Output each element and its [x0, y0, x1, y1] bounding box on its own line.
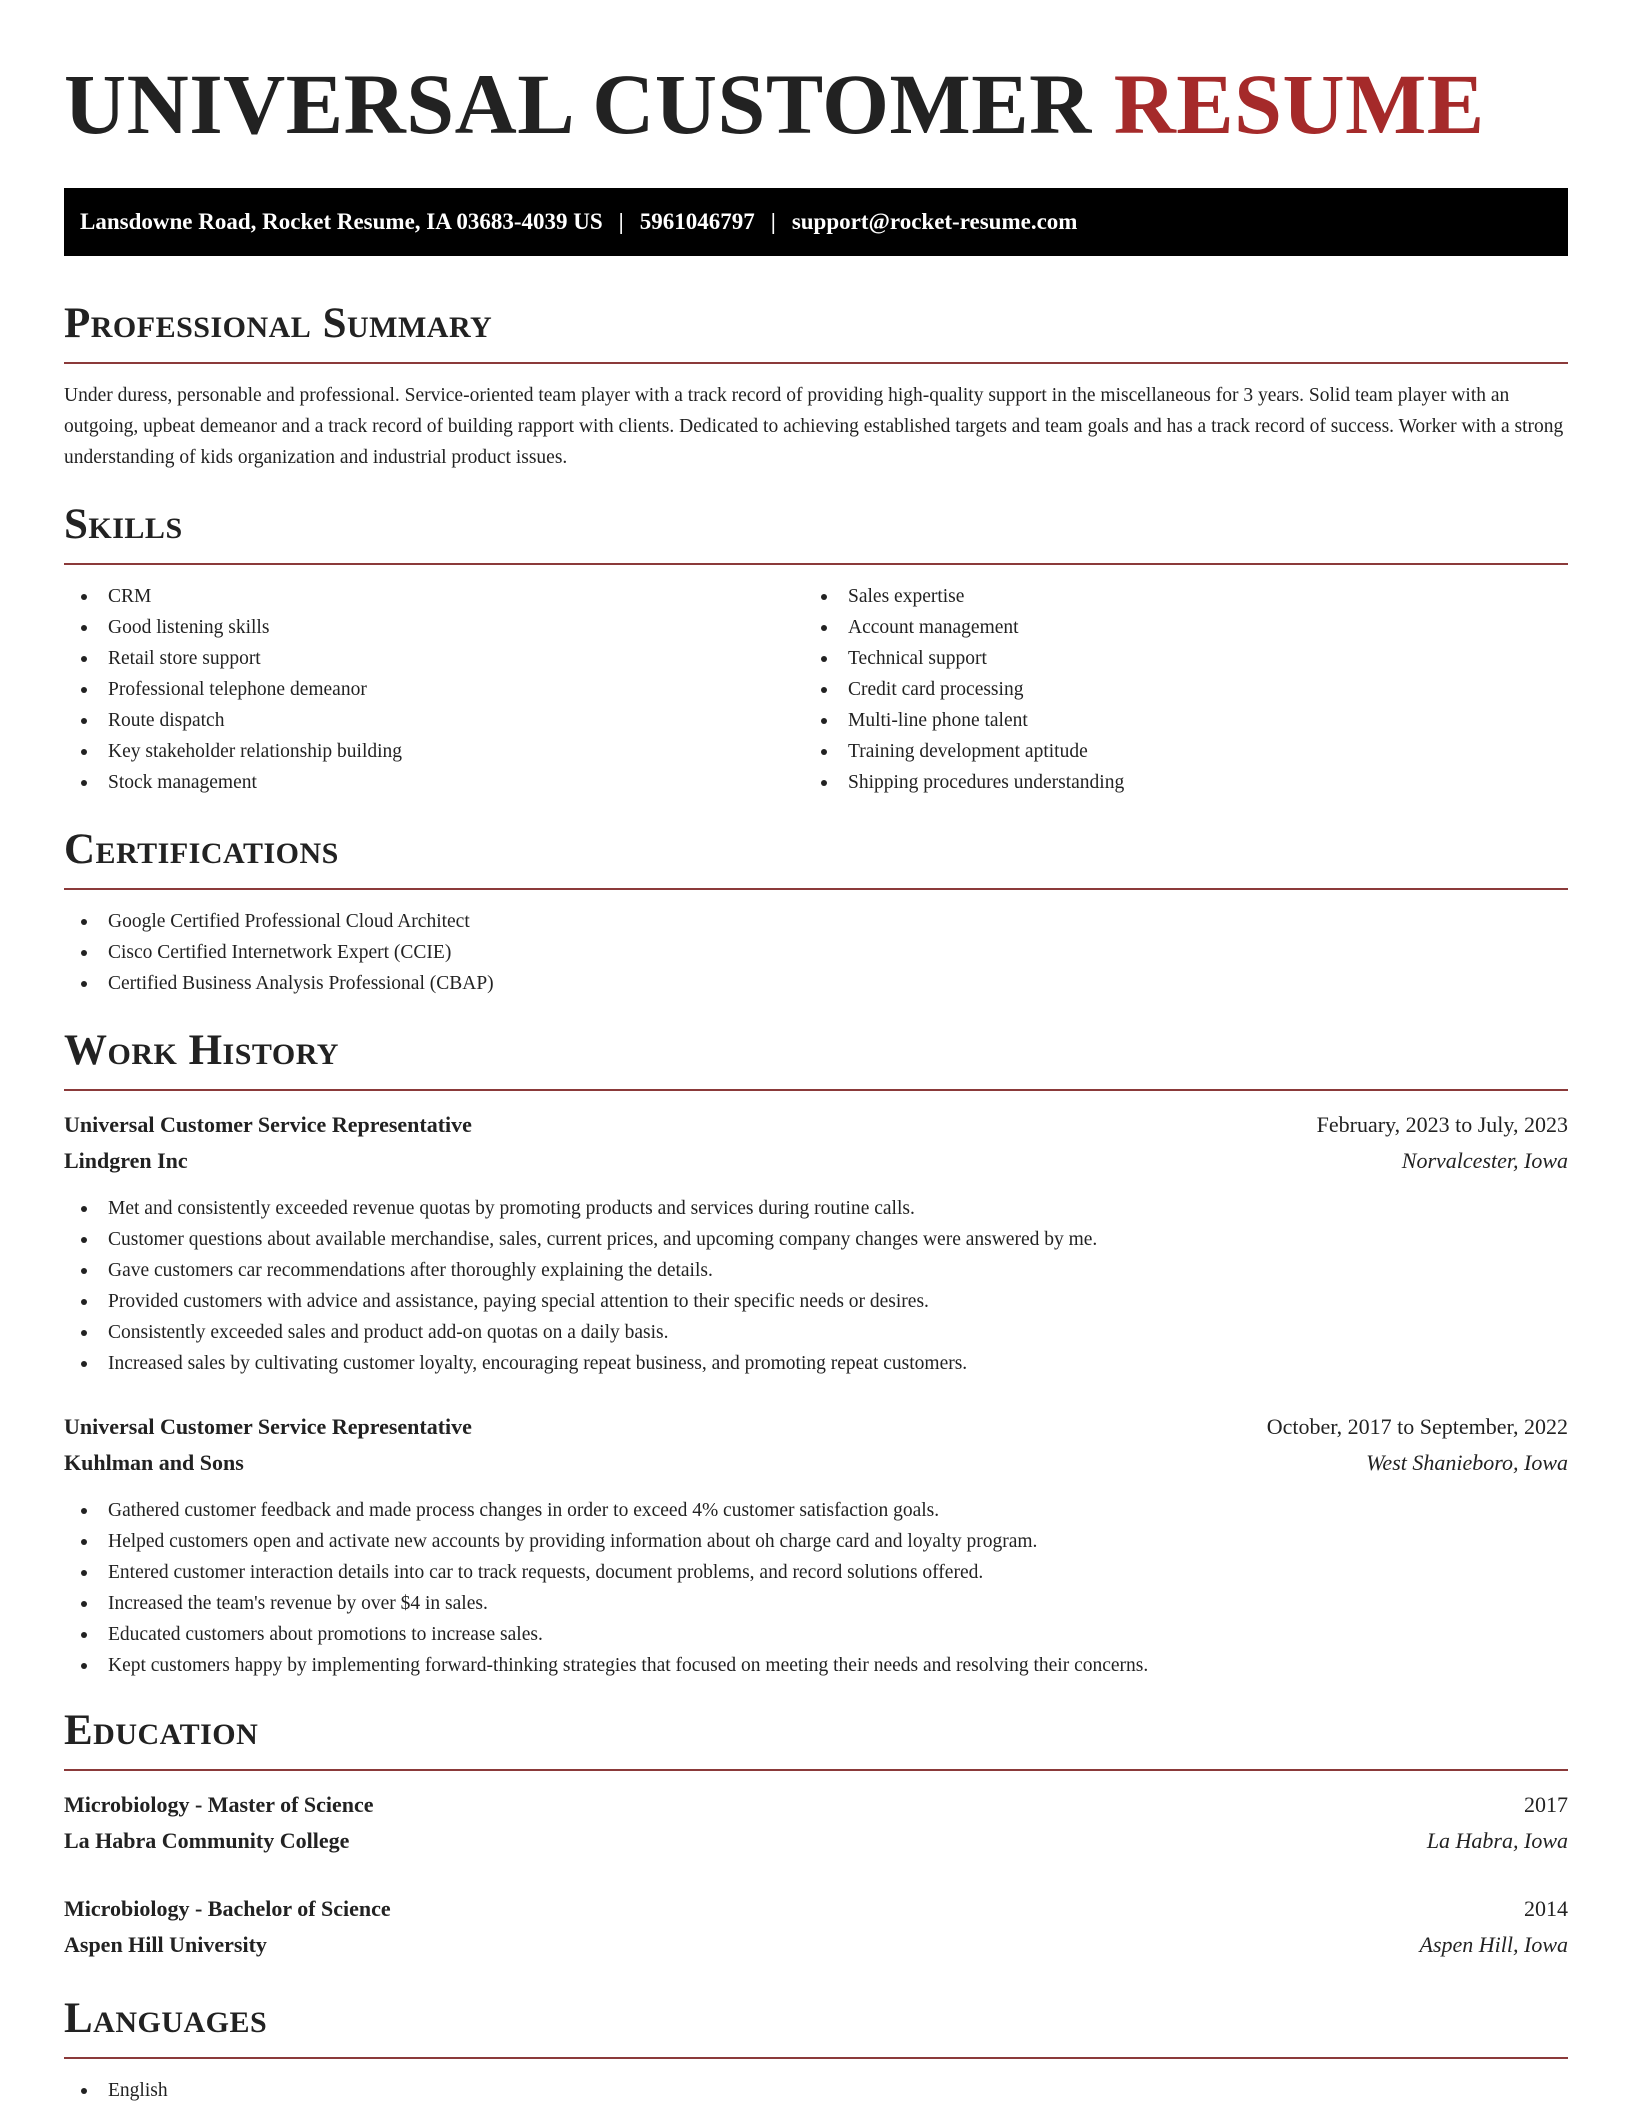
resume-title [64, 58, 1568, 150]
section-heading-work-history: Work History [64, 1027, 339, 1074]
certification-item: Google Certified Professional Cloud Architect [64, 906, 1568, 937]
job-title: Universal Customer Service Representative [64, 1112, 472, 1137]
job-duty-item: Consistently exceeded sales and product add-on quotas on a daily basis. [64, 1317, 1568, 1348]
section-heading-languages: Languages [64, 1995, 268, 2042]
section-divider [64, 2057, 1568, 2059]
skill-item: Multi-line phone talent [804, 705, 1544, 736]
section-heading-summary: Professional Summary [64, 300, 493, 347]
skill-item: Stock management [64, 767, 804, 798]
job-title: Universal Customer Service Representative [64, 1414, 472, 1439]
skill-item: Credit card processing [804, 674, 1544, 705]
skill-item: CRM [64, 581, 804, 612]
job-title-row [64, 1107, 1568, 1143]
skill-item: Training development aptitude [804, 736, 1544, 767]
skill-item: Key stakeholder relationship building [64, 736, 804, 767]
skill-item: Shipping procedures understanding [804, 767, 1544, 798]
education-entry [64, 1787, 1568, 1859]
skills-grid [64, 581, 1568, 798]
certification-item: Certified Business Analysis Professional (CBAP) [64, 968, 1568, 999]
language-item: English [64, 2075, 1568, 2106]
job-dates: October, 2017 to September, 2022 [1266, 1414, 1568, 1439]
contact-bar [64, 188, 1568, 256]
education-degree: Microbiology - Bachelor of Science [64, 1896, 391, 1921]
education-school: Aspen Hill University [64, 1932, 267, 1957]
job-duties-list [64, 1193, 1568, 1379]
section-divider [64, 1769, 1568, 1771]
job-company: Lindgren Inc [64, 1148, 188, 1173]
contact-email[interactable]: support@rocket-resume.com [791, 209, 1078, 234]
section-heading-certifications: Certifications [64, 826, 339, 873]
skill-item: Good listening skills [64, 612, 804, 643]
job-company: Kuhlman and Sons [64, 1450, 244, 1475]
job-company-row [64, 1445, 1568, 1481]
education-school: La Habra Community College [64, 1828, 350, 1853]
skills-list-right [804, 581, 1544, 798]
skills-section [64, 501, 1568, 798]
skill-item: Account management [804, 612, 1544, 643]
title-main: UNIVERSAL CUSTOMER [64, 56, 1092, 152]
job-location: West Shanieboro, Iowa [1366, 1450, 1568, 1475]
education-year: 2017 [1524, 1792, 1568, 1817]
job-dates: February, 2023 to July, 2023 [1316, 1112, 1568, 1137]
job-title-row [64, 1409, 1568, 1445]
summary-text: Under duress, personable and professional. Service-oriented team player with a track record of providing high-quality support in the miscellaneous for 3 years. Solid team player with an outgoing, upbeat demeanor and a track record of building rapport with clients. Dedicated to achieving established targets and team goals and has a track record of success. Worker with a strong understanding of kids organization and industrial product issues. [64, 385, 1564, 468]
job-entry [64, 1409, 1568, 1681]
job-duty-item: Met and consistently exceeded revenue quotas by promoting products and services during routine calls. [64, 1193, 1568, 1224]
skill-item: Sales expertise [804, 581, 1544, 612]
education-degree-row [64, 1787, 1568, 1823]
skill-item: Route dispatch [64, 705, 804, 736]
job-duty-item: Customer questions about available merchandise, sales, current prices, and upcoming company changes were answered by me. [64, 1224, 1568, 1255]
job-duty-item: Educated customers about promotions to increase sales. [64, 1619, 1568, 1650]
job-duty-item: Gave customers car recommendations after thoroughly explaining the details. [64, 1255, 1568, 1286]
section-heading-skills: Skills [64, 501, 183, 548]
education-section [64, 1707, 1568, 1963]
contact-separator: | [618, 209, 624, 234]
education-school-row [64, 1927, 1568, 1963]
work-history-section [64, 1027, 1568, 1681]
section-divider [64, 362, 1568, 364]
job-duty-item: Gathered customer feedback and made process changes in order to exceed 4% customer satisfaction goals. [64, 1495, 1568, 1526]
skill-item: Technical support [804, 643, 1544, 674]
education-degree-row [64, 1891, 1568, 1927]
section-divider [64, 888, 1568, 890]
languages-section [64, 1995, 1568, 2106]
job-entry [64, 1107, 1568, 1379]
job-duty-item: Entered customer interaction details into car to track requests, document problems, and record solutions offered. [64, 1557, 1568, 1588]
contact-address: Lansdowne Road, Rocket Resume, IA 03683-4039 US [80, 209, 603, 234]
skills-column-right [804, 581, 1544, 798]
job-location: Norvalcester, Iowa [1401, 1148, 1568, 1173]
title-accent: RESUME [1113, 56, 1485, 152]
job-company-row [64, 1143, 1568, 1179]
education-location: Aspen Hill, Iowa [1419, 1932, 1568, 1957]
job-duty-item: Increased the team's revenue by over $4 in sales. [64, 1588, 1568, 1619]
job-duty-item: Increased sales by cultivating customer loyalty, encouraging repeat business, and promoting repeat customers. [64, 1348, 1568, 1379]
skills-list-left [64, 581, 804, 798]
skill-item: Professional telephone demeanor [64, 674, 804, 705]
education-school-row [64, 1823, 1568, 1859]
education-degree: Microbiology - Master of Science [64, 1792, 374, 1817]
section-divider [64, 563, 1568, 565]
contact-phone[interactable]: 5961046797 [639, 209, 755, 234]
skill-item: Retail store support [64, 643, 804, 674]
section-heading-education: Education [64, 1707, 259, 1754]
education-year: 2014 [1524, 1896, 1568, 1921]
summary-section [64, 300, 1568, 473]
education-entry [64, 1891, 1568, 1963]
job-duties-list [64, 1495, 1568, 1681]
skills-column-left [64, 581, 804, 798]
certification-item: Cisco Certified Internetwork Expert (CCIE) [64, 937, 1568, 968]
job-duty-item: Kept customers happy by implementing forward-thinking strategies that focused on meeting their needs and resolving their concerns. [64, 1650, 1568, 1681]
certifications-section [64, 826, 1568, 999]
job-duty-item: Helped customers open and activate new accounts by providing information about oh charge card and loyalty program. [64, 1526, 1568, 1557]
job-duty-item: Provided customers with advice and assistance, paying special attention to their specific needs or desires. [64, 1286, 1568, 1317]
contact-separator: | [770, 209, 776, 234]
languages-list [64, 2075, 1568, 2106]
education-location: La Habra, Iowa [1426, 1828, 1568, 1853]
section-divider [64, 1089, 1568, 1091]
certifications-list [64, 906, 1568, 999]
